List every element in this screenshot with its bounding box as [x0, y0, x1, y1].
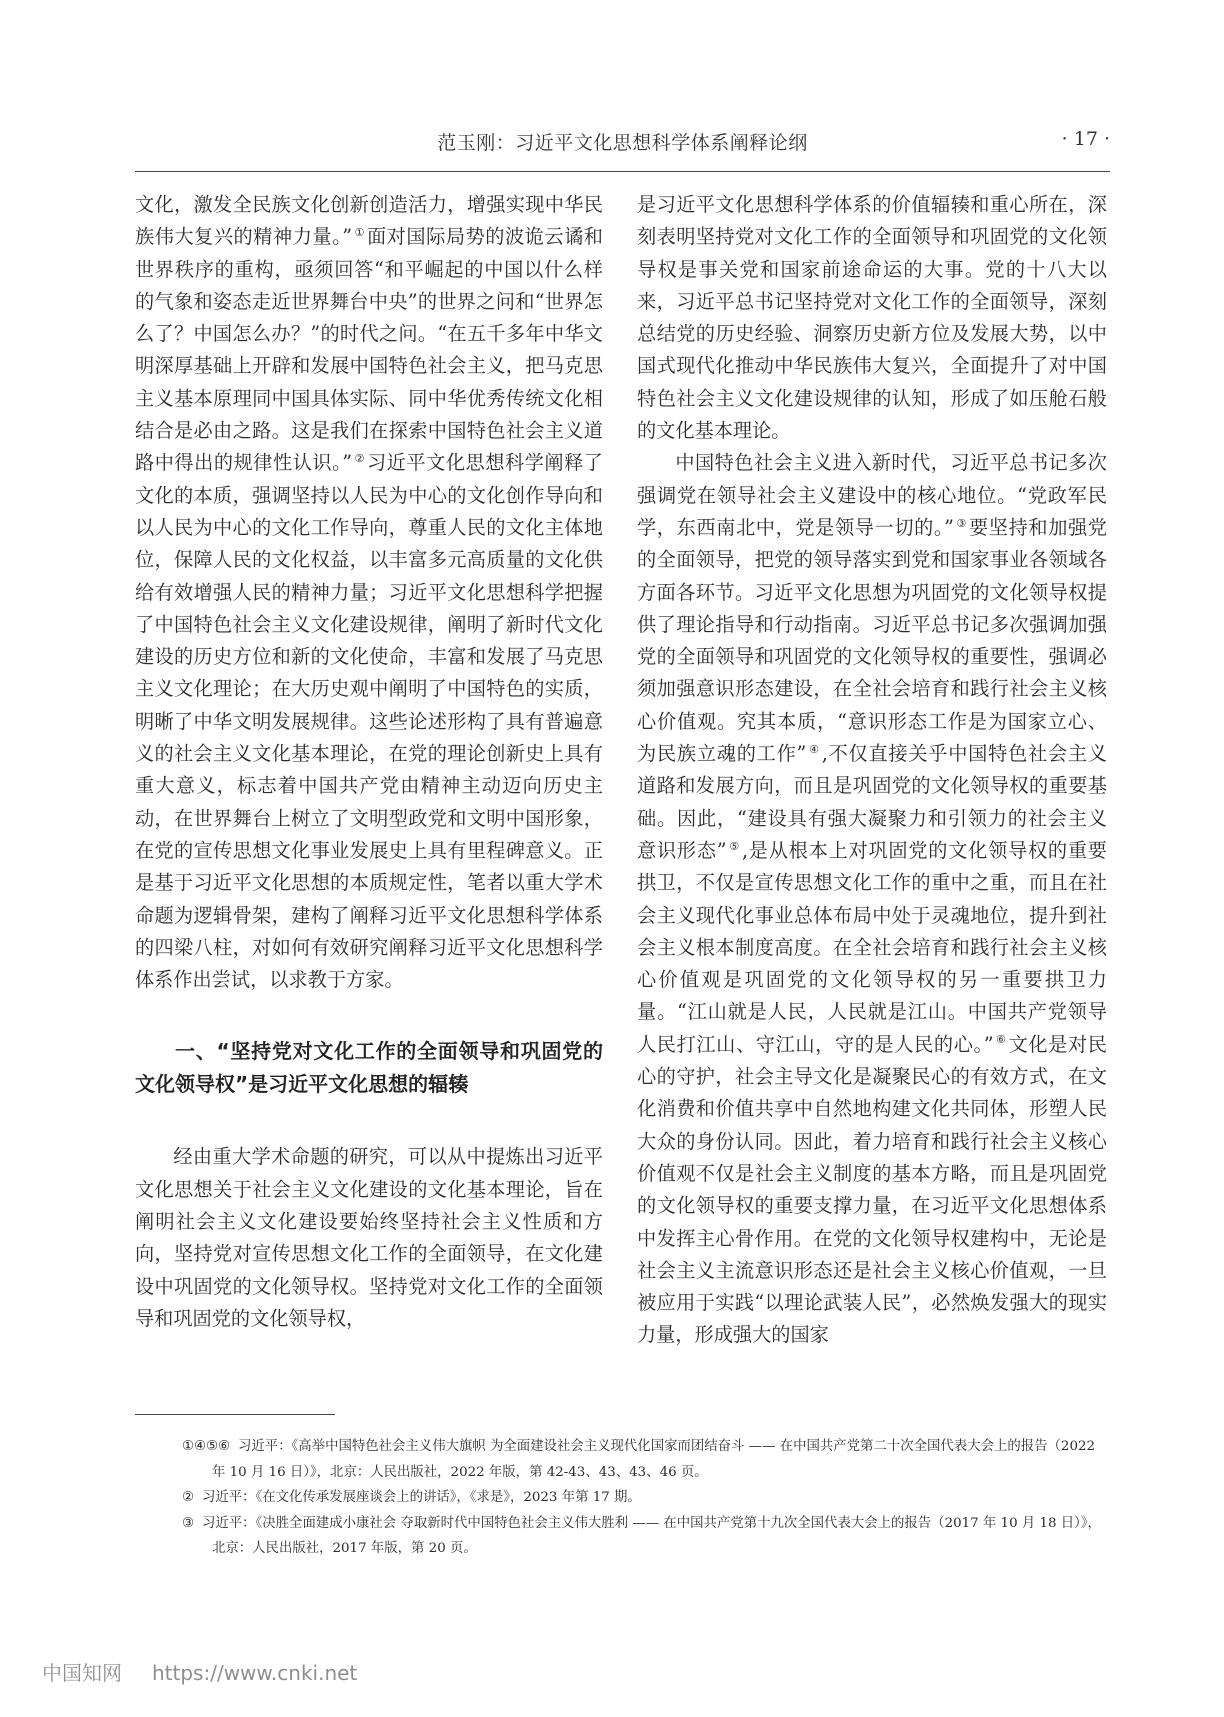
paragraph-text: 文化，激发全民族文化创新创造活力，增强实现中华民族伟大复兴的精神力量。”	[135, 193, 603, 249]
section-number: 一、	[175, 1039, 217, 1064]
footnote-ref[interactable]: ③	[955, 516, 968, 530]
body-paragraph	[637, 447, 1107, 1351]
footnote-marks: ①④⑤⑥	[182, 1439, 231, 1454]
paragraph-text: ,不仅直接关乎中国特色社会主义道路和发展方向，而且是巩固党的文化领导权的重要基础。因此，“建设具有强大凝聚力和引领力的社会主义意识形态”	[637, 742, 1107, 862]
paragraph-text: 文化是对民心的守护，社会主导文化是凝聚民心的有效方式，在文化消费和价值共享中自然地构建文化共同体，形塑人民大众的身份认同。因此，着力培育和践行社会主义核心价值观不仅是社会主义制度的基本方略，而且是巩固党的文化领导权的重要支撑力量，在习近平文化思想体系中发挥主心骨作用。在党的文化领导权建构中，无论是社会主义主流意识形态还是社会主义核心价值观，一旦被应用于实践“以理论武装人民”，必然焕发强大的现实力量，形成强大的国家	[637, 1032, 1107, 1347]
watermark-url[interactable]: https://www.cnki.net	[152, 1661, 358, 1685]
running-title: 范玉刚：习近平文化思想科学体系阐释论纲	[437, 132, 808, 154]
footnote-marks: ③	[182, 1515, 195, 1531]
page-number: · 17 ·	[1061, 128, 1110, 150]
paragraph-text: 面对国际局势的波诡云谲和世界秩序的重构，亟须回答“和平崛起的中国以什么样的气象和姿态走近世界舞台中央”的世界之问和“世界怎么了？中国怎么办？”的时代之问。“在五千多年中华文明深厚基础上开辟和发展中国特色社会主义，把马克思主义基本原理同中国具体实际、同中华优秀传统文化相结合是必由之路。这是我们在探索中国特色社会主义道路中得出的规律性认识。”	[135, 225, 603, 475]
paragraph-text: 要坚持和加强党的全面领导，把党的领导落实到党和国家事业各领域各方面各环节。习近平文化思想为巩固党的文化领导权提供了理论指导和行动指南。习近平总书记多次强调加强党的全面领导和巩固党的文化领导权的重要性，强调必须加强意识形态建设，在全社会培育和践行社会主义核心价值观。究其本质，“意识形态工作是为国家立心、为民族立魂的工作”	[637, 515, 1107, 766]
footnote-ref[interactable]: ①	[354, 225, 365, 239]
left-column	[135, 189, 603, 1335]
body-paragraph: 是习近平文化思想科学体系的价值辐辏和重心所在，深刻表明坚持党对文化工作的全面领导和巩固党的文化领导权是事关党和国家前途命运的大事。党的十八大以来，习近平总书记坚持党对文化工作的全面领导，深刻总结党的历史经验、洞察历史新方位及发展大势，以中国式现代化推动中华民族伟大复兴，全面提升了对中国特色社会主义文化建设规律的认知，形成了如压舱石般的文化基本理论。	[637, 193, 1107, 443]
footnote-text: 习近平：《在文化传承发展座谈会上的讲话》，《求是》，2023 年第 17 期。	[202, 1490, 641, 1505]
footnote-item	[182, 1434, 1102, 1485]
footnote-item	[182, 1511, 1102, 1562]
right-column	[637, 189, 1107, 1352]
running-header	[135, 128, 1110, 158]
footnote-ref[interactable]: ⑤	[728, 839, 740, 853]
footnote-ref[interactable]: ⑥	[995, 1033, 1007, 1047]
footnote-rule	[135, 1414, 335, 1415]
footnote-marks: ②	[182, 1490, 195, 1505]
paragraph-text: 习近平文化思想科学阐释了文化的本质，强调坚持以人民为中心的文化创作导向和以人民为中心的文化工作导向，尊重人民的文化主体地位，保障人民的文化权益，以丰富多元高质量的文化供给有效增强人民的精神力量；习近平文化思想科学把握了中国特色社会主义文化建设规律，阐明了新时代文化建设的历史方位和新的文化使命，丰富和发展了马克思主义文化理论；在大历史观中阐明了中国特色的实质，明晰了中华文明发展规律。这些论述形构了具有普遍意义的社会主义文化基本理论，在党的理论创新史上具有重大意义，标志着中国共产党由精神主动迈向历史主动，在世界舞台上树立了文明型政党和文明中国形象，在党的宣传思想文化事业发展史上具有里程碑意义。正是基于习近平文化思想的本质规定性，笔者以重大学术命题为逻辑骨架，建构了阐释习近平文化思想科学体系的四梁八柱，对如何有效研究阐释习近平文化思想科学体系作出尝试，以求教于方家。	[135, 451, 603, 992]
footnote-text: 习近平：《决胜全面建成小康社会 夺取新时代中国特色社会主义伟大胜利 —— 在中国共产党第十九次全国代表大会上的报告（2017 年 10 月 18 日）》，北京：人民出版社，2017 年版，第 20 页。	[202, 1515, 1101, 1556]
body-paragraph: 经由重大学术命题的研究，可以从中提炼出习近平文化思想关于社会主义文化建设的文化基本理论，旨在阐明社会主义文化建设要始终坚持社会主义性质和方向，坚持党对宣传思想文化工作的全面领导，在文化建设中巩固党的文化领导权。坚持党对文化工作的全面领导和巩固党的文化领导权，	[135, 1145, 603, 1330]
body-paragraph	[135, 189, 603, 996]
paragraph-text: ,是从根本上对巩固党的文化领导权的重要拱卫，不仅是宣传思想文化工作的重中之重，而且在社会主义现代化事业总体布局中处于灵魂地位，提升到社会主义根本制度高度。在全社会培育和践行社会主义核心价值观是巩固党的文化领导权的另一重要拱卫力量。“江山就是人民，人民就是江山。中国共产党领导人民打江山、守江山，守的是人民的心。”	[637, 838, 1107, 1056]
footnote-ref[interactable]: ②	[354, 451, 365, 465]
footnotes	[182, 1434, 1102, 1562]
watermark-brand: 中国知网	[42, 1661, 122, 1685]
footnote-text: 习近平：《高举中国特色社会主义伟大旗帜 为全面建设社会主义现代化国家而团结奋斗 —— 在中国共产党第二十次全国代表大会上的报告（2022 年 10 月 16 日）》，北京：人民出版社，2022 年版，第 42-43、43、43、46 页。	[212, 1439, 1096, 1480]
footnote-ref[interactable]: ④	[808, 742, 820, 756]
section-heading	[135, 1035, 603, 1101]
cnki-watermark	[42, 1657, 387, 1686]
footnote-item	[182, 1485, 1102, 1511]
section-title: “坚持党对文化工作的全面领导和巩固党的文化领导权”是习近平文化思想的辐辏	[135, 1039, 603, 1097]
paragraph-text: 中国特色社会主义进入新时代，习近平总书记多次强调党在领导社会主义建设中的核心地位。“党政军民学，东西南北中，党是领导一切的。”	[637, 451, 1107, 539]
header-rule	[135, 171, 1110, 172]
